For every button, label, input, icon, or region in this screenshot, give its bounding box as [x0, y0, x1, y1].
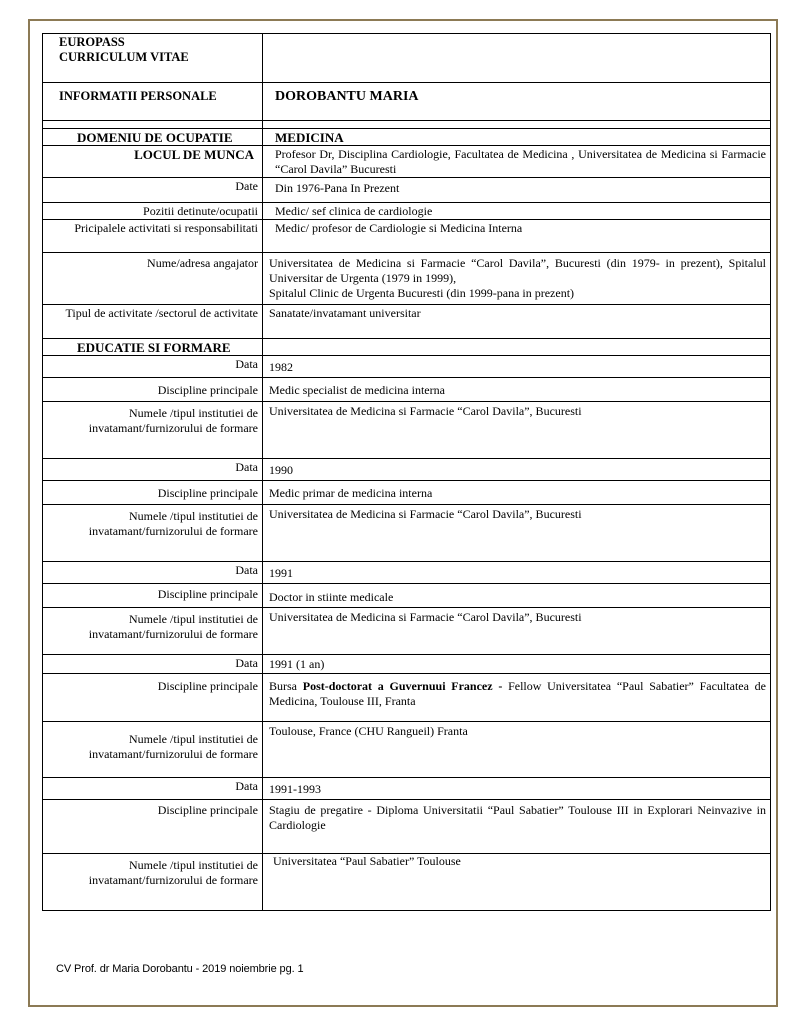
edu-discipline-row: [43, 674, 771, 722]
date-value: Din 1976-Pana In Prezent: [263, 178, 771, 203]
person-name: DOROBANTU MARIA: [263, 83, 771, 121]
edu-date-value: 1990: [263, 459, 771, 481]
positions-row: [43, 203, 771, 220]
edu-discipline-value: Medic specialist de medicina interna: [263, 378, 771, 402]
edu-date-row: [43, 356, 771, 378]
edu-institution-value: Universitatea de Medicina si Farmacie “Carol Davila”, Bucuresti: [263, 608, 771, 655]
edu-date-row: [43, 459, 771, 481]
edu-discipline-row: [43, 481, 771, 505]
edu-institution-row: [43, 402, 771, 459]
personal-info-label: INFORMATII PERSONALE: [43, 83, 263, 121]
workplace-value: Profesor Dr, Disciplina Cardiologie, Facultatea de Medicina , Universitatea de Medicina si Farmacie “Carol Davila” Bucuresti: [263, 146, 771, 178]
header-row: [43, 34, 771, 83]
date-row: [43, 178, 771, 203]
domain-value: MEDICINA: [263, 129, 771, 146]
sector-value: Sanatate/invatamant universitar: [263, 305, 771, 339]
edu-institution-row: [43, 722, 771, 778]
positions-label: Pozitii detinute/ocupatii: [43, 203, 263, 220]
edu-discipline-label: Discipline principale: [43, 378, 263, 402]
edu-institution-value: Universitatea de Medicina si Farmacie “Carol Davila”, Bucuresti: [263, 505, 771, 562]
edu-date-row: [43, 562, 771, 584]
edu-discipline-value: Bursa Post-doctorat a Guvernuui Francez - Fellow Universitatea “Paul Sabatier” Facultatea de Medicina, Toulouse III, Franta: [263, 674, 771, 722]
sector-label: Tipul de activitate /sectorul de activitate: [43, 305, 263, 339]
cv-table: [42, 33, 771, 911]
edu-date-value: 1991: [263, 562, 771, 584]
education-label: EDUCATIE SI FORMARE: [43, 339, 263, 356]
positions-value: Medic/ sef clinica de cardiologie: [263, 203, 771, 220]
education-header-row: [43, 339, 771, 356]
edu-institution-row: [43, 854, 771, 911]
edu-institution-value: Universitatea “Paul Sabatier” Toulouse: [263, 854, 771, 911]
employer-value: Universitatea de Medicina si Farmacie “Carol Davila”, Bucuresti (din 1979- in prezent), Spitalul Universitar de Urgenta (1979 in 1999), Spitalul Clinic de Urgenta Bucuresti (din 1999-pana in prezent): [263, 253, 771, 305]
edu-institution-label: Numele /tipul institutiei de invatamant/furnizorului de formare: [43, 722, 263, 778]
edu-date-value: 1982: [263, 356, 771, 378]
activities-label: Pricipalele activitati si responsabilitati: [43, 220, 263, 253]
edu-discipline-value: Stagiu de pregatire - Diploma Universitatii “Paul Sabatier” Toulouse III in Explorari Neinvazive in Cardiologie: [263, 800, 771, 854]
domain-row: [43, 129, 771, 146]
edu-institution-label: Numele /tipul institutiei de invatamant/furnizorului de formare: [43, 402, 263, 459]
edu-institution-value: Universitatea de Medicina si Farmacie “Carol Davila”, Bucuresti: [263, 402, 771, 459]
domain-label: DOMENIU DE OCUPATIE: [43, 129, 263, 146]
edu-institution-row: [43, 505, 771, 562]
edu-date-label: Data: [43, 655, 263, 674]
activities-value: Medic/ profesor de Cardiologie si Medicina Interna: [263, 220, 771, 253]
edu-discipline-label: Discipline principale: [43, 584, 263, 608]
edu-discipline-value: Doctor in stiinte medicale: [263, 584, 771, 608]
edu-date-row: [43, 655, 771, 674]
edu-discipline-label: Discipline principale: [43, 481, 263, 505]
date-label: Date: [43, 178, 263, 203]
edu-date-label: Data: [43, 356, 263, 378]
edu-discipline-label: Discipline principale: [43, 800, 263, 854]
workplace-row: [43, 146, 771, 178]
edu-date-label: Data: [43, 778, 263, 800]
edu-institution-label: Numele /tipul institutiei de invatamant/furnizorului de formare: [43, 608, 263, 655]
edu-date-label: Data: [43, 459, 263, 481]
personal-info-row: [43, 83, 771, 121]
edu-institution-row: [43, 608, 771, 655]
edu-institution-label: Numele /tipul institutiei de invatamant/furnizorului de formare: [43, 505, 263, 562]
edu-discipline-label: Discipline principale: [43, 674, 263, 722]
edu-discipline-value: Medic primar de medicina interna: [263, 481, 771, 505]
workplace-label: LOCUL DE MUNCA: [43, 146, 263, 178]
page-footer: CV Prof. dr Maria Dorobantu - 2019 noiembrie pg. 1: [56, 963, 304, 975]
employer-label: Nume/adresa angajator: [43, 253, 263, 305]
edu-institution-label: Numele /tipul institutiei de invatamant/furnizorului de formare: [43, 854, 263, 911]
edu-date-value: 1991-1993: [263, 778, 771, 800]
edu-discipline-row: [43, 378, 771, 402]
edu-date-value: 1991 (1 an): [263, 655, 771, 674]
edu-discipline-row: [43, 800, 771, 854]
edu-date-row: [43, 778, 771, 800]
sector-row: [43, 305, 771, 339]
employer-row: [43, 253, 771, 305]
activities-row: [43, 220, 771, 253]
edu-discipline-row: [43, 584, 771, 608]
edu-institution-value: Toulouse, France (CHU Rangueil) Franta: [263, 722, 771, 778]
europass-title: EUROPASS CURRICULUM VITAE: [43, 34, 263, 83]
edu-date-label: Data: [43, 562, 263, 584]
